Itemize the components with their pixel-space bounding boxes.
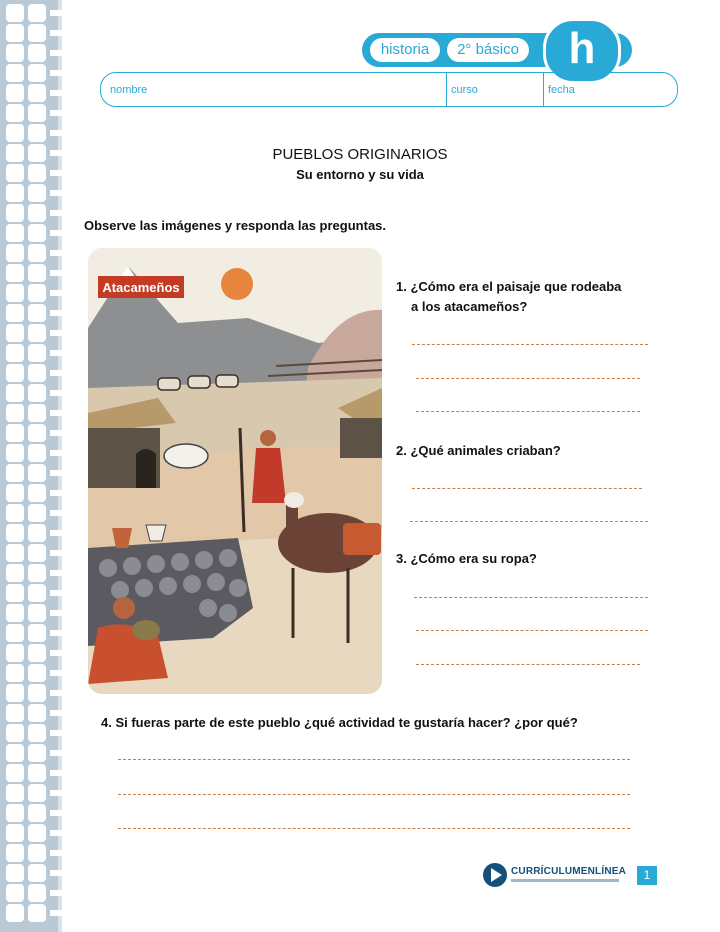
- binding-tab: [50, 210, 62, 216]
- binding-hole: [28, 84, 46, 102]
- binding-tab: [50, 370, 62, 376]
- answer-line[interactable]: [416, 664, 640, 665]
- binding-hole: [6, 524, 24, 542]
- sun-icon: [221, 268, 253, 300]
- binding-tab: [50, 690, 62, 696]
- binding-hole: [28, 464, 46, 482]
- binding-hole: [28, 624, 46, 642]
- binding-tab: [50, 310, 62, 316]
- page-subtitle: Su entorno y su vida: [296, 167, 424, 182]
- binding-tab: [50, 650, 62, 656]
- binding-tab: [50, 870, 62, 876]
- binding-hole: [28, 344, 46, 362]
- binding-tab: [50, 290, 62, 296]
- binding-tab: [50, 710, 62, 716]
- binding-tab: [50, 350, 62, 356]
- binding-hole: [6, 504, 24, 522]
- binding-hole: [6, 624, 24, 642]
- binding-tab: [50, 790, 62, 796]
- binding-hole: [28, 564, 46, 582]
- binding-hole: [28, 664, 46, 682]
- binding-hole: [28, 204, 46, 222]
- binding-hole: [28, 284, 46, 302]
- binding-hole: [28, 504, 46, 522]
- binding-hole: [28, 4, 46, 22]
- binding-hole: [6, 704, 24, 722]
- field-divider: [446, 73, 447, 106]
- binding-hole: [6, 584, 24, 602]
- binding-hole: [6, 844, 24, 862]
- brand-tagline-bar: [511, 879, 619, 882]
- answer-line[interactable]: [416, 630, 648, 631]
- binding-tab: [50, 530, 62, 536]
- binding-tab: [50, 70, 62, 76]
- binding-hole: [28, 64, 46, 82]
- binding-hole: [28, 684, 46, 702]
- binding-hole: [28, 864, 46, 882]
- binding-hole: [28, 724, 46, 742]
- binding-hole: [28, 704, 46, 722]
- answer-line[interactable]: [118, 828, 630, 829]
- binding-hole: [28, 324, 46, 342]
- binding-tab: [50, 10, 62, 16]
- binding-tab: [50, 910, 62, 916]
- binding-hole: [6, 264, 24, 282]
- binding-tab: [50, 810, 62, 816]
- question-2: 2. ¿Qué animales criaban?: [396, 443, 561, 458]
- binding-tab: [50, 450, 62, 456]
- grade-badge: 2° básico: [447, 38, 529, 62]
- binding-hole: [28, 644, 46, 662]
- binding-hole: [6, 904, 24, 922]
- binding-tab: [50, 630, 62, 636]
- answer-line[interactable]: [412, 488, 642, 489]
- binding-tab: [50, 470, 62, 476]
- page-number: 1: [637, 866, 657, 885]
- question-1: [396, 279, 652, 294]
- binding-hole: [6, 864, 24, 882]
- illustration-label: Atacameños: [102, 280, 180, 295]
- binding-hole: [28, 24, 46, 42]
- binding-hole: [6, 464, 24, 482]
- binding-hole: [28, 884, 46, 902]
- binding-hole: [6, 884, 24, 902]
- instructions: Observe las imágenes y responda las preguntas.: [84, 218, 387, 233]
- binding-hole: [6, 784, 24, 802]
- binding-hole: [28, 524, 46, 542]
- binding-tab: [50, 50, 62, 56]
- binding-hole: [6, 44, 24, 62]
- binding-hole: [6, 664, 24, 682]
- binding-hole: [28, 104, 46, 122]
- binding-hole: [28, 184, 46, 202]
- binding-hole: [6, 344, 24, 362]
- binding-hole: [28, 844, 46, 862]
- answer-line[interactable]: [118, 794, 630, 795]
- binding-hole: [6, 744, 24, 762]
- binding-tab: [50, 330, 62, 336]
- binding-hole: [6, 24, 24, 42]
- answer-line[interactable]: [118, 759, 630, 760]
- student-fields: [100, 72, 678, 107]
- binding-tab: [50, 590, 62, 596]
- binding-hole: [6, 364, 24, 382]
- binding-tab: [50, 770, 62, 776]
- binding-hole: [6, 564, 24, 582]
- binding-hole: [28, 404, 46, 422]
- binding-tab: [50, 430, 62, 436]
- binding-hole: [6, 124, 24, 142]
- binding-hole: [28, 904, 46, 922]
- binding-hole: [28, 244, 46, 262]
- answer-line[interactable]: [414, 597, 648, 598]
- binding-hole: [6, 64, 24, 82]
- binding-tab: [50, 390, 62, 396]
- atacamenos-illustration: [88, 248, 382, 694]
- binding-hole: [6, 384, 24, 402]
- question-1-text: 1. ¿Cómo era el paisaje que rodeaba: [396, 279, 622, 294]
- binding-hole: [6, 544, 24, 562]
- binding-tab: [50, 750, 62, 756]
- binding-hole: [6, 444, 24, 462]
- binding-tab: [50, 30, 62, 36]
- binding-hole: [28, 124, 46, 142]
- binding-tab: [50, 890, 62, 896]
- binding-tab: [50, 550, 62, 556]
- binding-hole: [6, 724, 24, 742]
- binding-hole: [6, 824, 24, 842]
- answer-line[interactable]: [410, 521, 648, 522]
- binding-hole: [28, 424, 46, 442]
- binding-hole: [28, 384, 46, 402]
- course-field-label: curso: [451, 84, 478, 96]
- binding-hole: [6, 284, 24, 302]
- binding-tab: [50, 230, 62, 236]
- answer-line[interactable]: [416, 378, 640, 379]
- binding-tab: [50, 130, 62, 136]
- binding-tab: [50, 410, 62, 416]
- binding-hole: [6, 4, 24, 22]
- binding-hole: [28, 764, 46, 782]
- binding-hole: [6, 204, 24, 222]
- logo-h: h: [543, 18, 621, 84]
- binding-tab: [50, 570, 62, 576]
- binding-hole: [6, 804, 24, 822]
- question-4: 4. Si fueras parte de este pueblo ¿qué actividad te gustaría hacer? ¿por qué?: [101, 715, 578, 730]
- binding-hole: [6, 644, 24, 662]
- binding-hole: [28, 304, 46, 322]
- answer-line[interactable]: [412, 344, 648, 345]
- binding-hole: [28, 784, 46, 802]
- field-divider: [543, 73, 544, 106]
- brand-name: CURRÍCULUMENLÍNEA: [511, 866, 627, 877]
- binding-hole: [28, 264, 46, 282]
- binding-hole: [28, 804, 46, 822]
- binding-hole: [28, 224, 46, 242]
- binding-hole: [6, 104, 24, 122]
- name-field-label: nombre: [110, 84, 148, 96]
- binding-hole: [6, 84, 24, 102]
- curriculum-logo-icon: [482, 862, 508, 888]
- binding-hole: [28, 44, 46, 62]
- binding-tab: [50, 670, 62, 676]
- page-title: PUEBLOS ORIGINARIOS: [272, 146, 448, 163]
- binding-tab: [50, 830, 62, 836]
- answer-line[interactable]: [416, 411, 640, 412]
- binding-tab: [50, 90, 62, 96]
- binding-hole: [28, 584, 46, 602]
- binding-hole: [6, 604, 24, 622]
- binding-hole: [6, 764, 24, 782]
- binding-hole: [28, 484, 46, 502]
- binding-hole: [6, 404, 24, 422]
- binding-hole: [6, 484, 24, 502]
- illustration-scene: [88, 248, 382, 694]
- binding-tab: [50, 250, 62, 256]
- question-3: 3. ¿Cómo era su ropa?: [396, 551, 537, 566]
- binding-hole: [6, 304, 24, 322]
- binding-tab: [50, 190, 62, 196]
- binding-hole: [6, 184, 24, 202]
- notebook-binding: [0, 0, 62, 932]
- binding-hole: [6, 684, 24, 702]
- binding-tab: [50, 110, 62, 116]
- binding-hole: [28, 444, 46, 462]
- binding-hole: [28, 604, 46, 622]
- binding-tab: [50, 850, 62, 856]
- binding-hole: [6, 224, 24, 242]
- binding-hole: [6, 324, 24, 342]
- binding-hole: [6, 244, 24, 262]
- binding-hole: [6, 424, 24, 442]
- binding-hole: [28, 744, 46, 762]
- binding-tab: [50, 490, 62, 496]
- date-field-label: fecha: [548, 84, 575, 96]
- binding-hole: [28, 364, 46, 382]
- subject-badge: historia: [370, 38, 440, 62]
- binding-tab: [50, 510, 62, 516]
- binding-tab: [50, 610, 62, 616]
- binding-tab: [50, 730, 62, 736]
- binding-hole: [28, 544, 46, 562]
- binding-tab: [50, 270, 62, 276]
- binding-hole: [28, 824, 46, 842]
- question-1-continuation: a los atacameños?: [411, 299, 528, 314]
